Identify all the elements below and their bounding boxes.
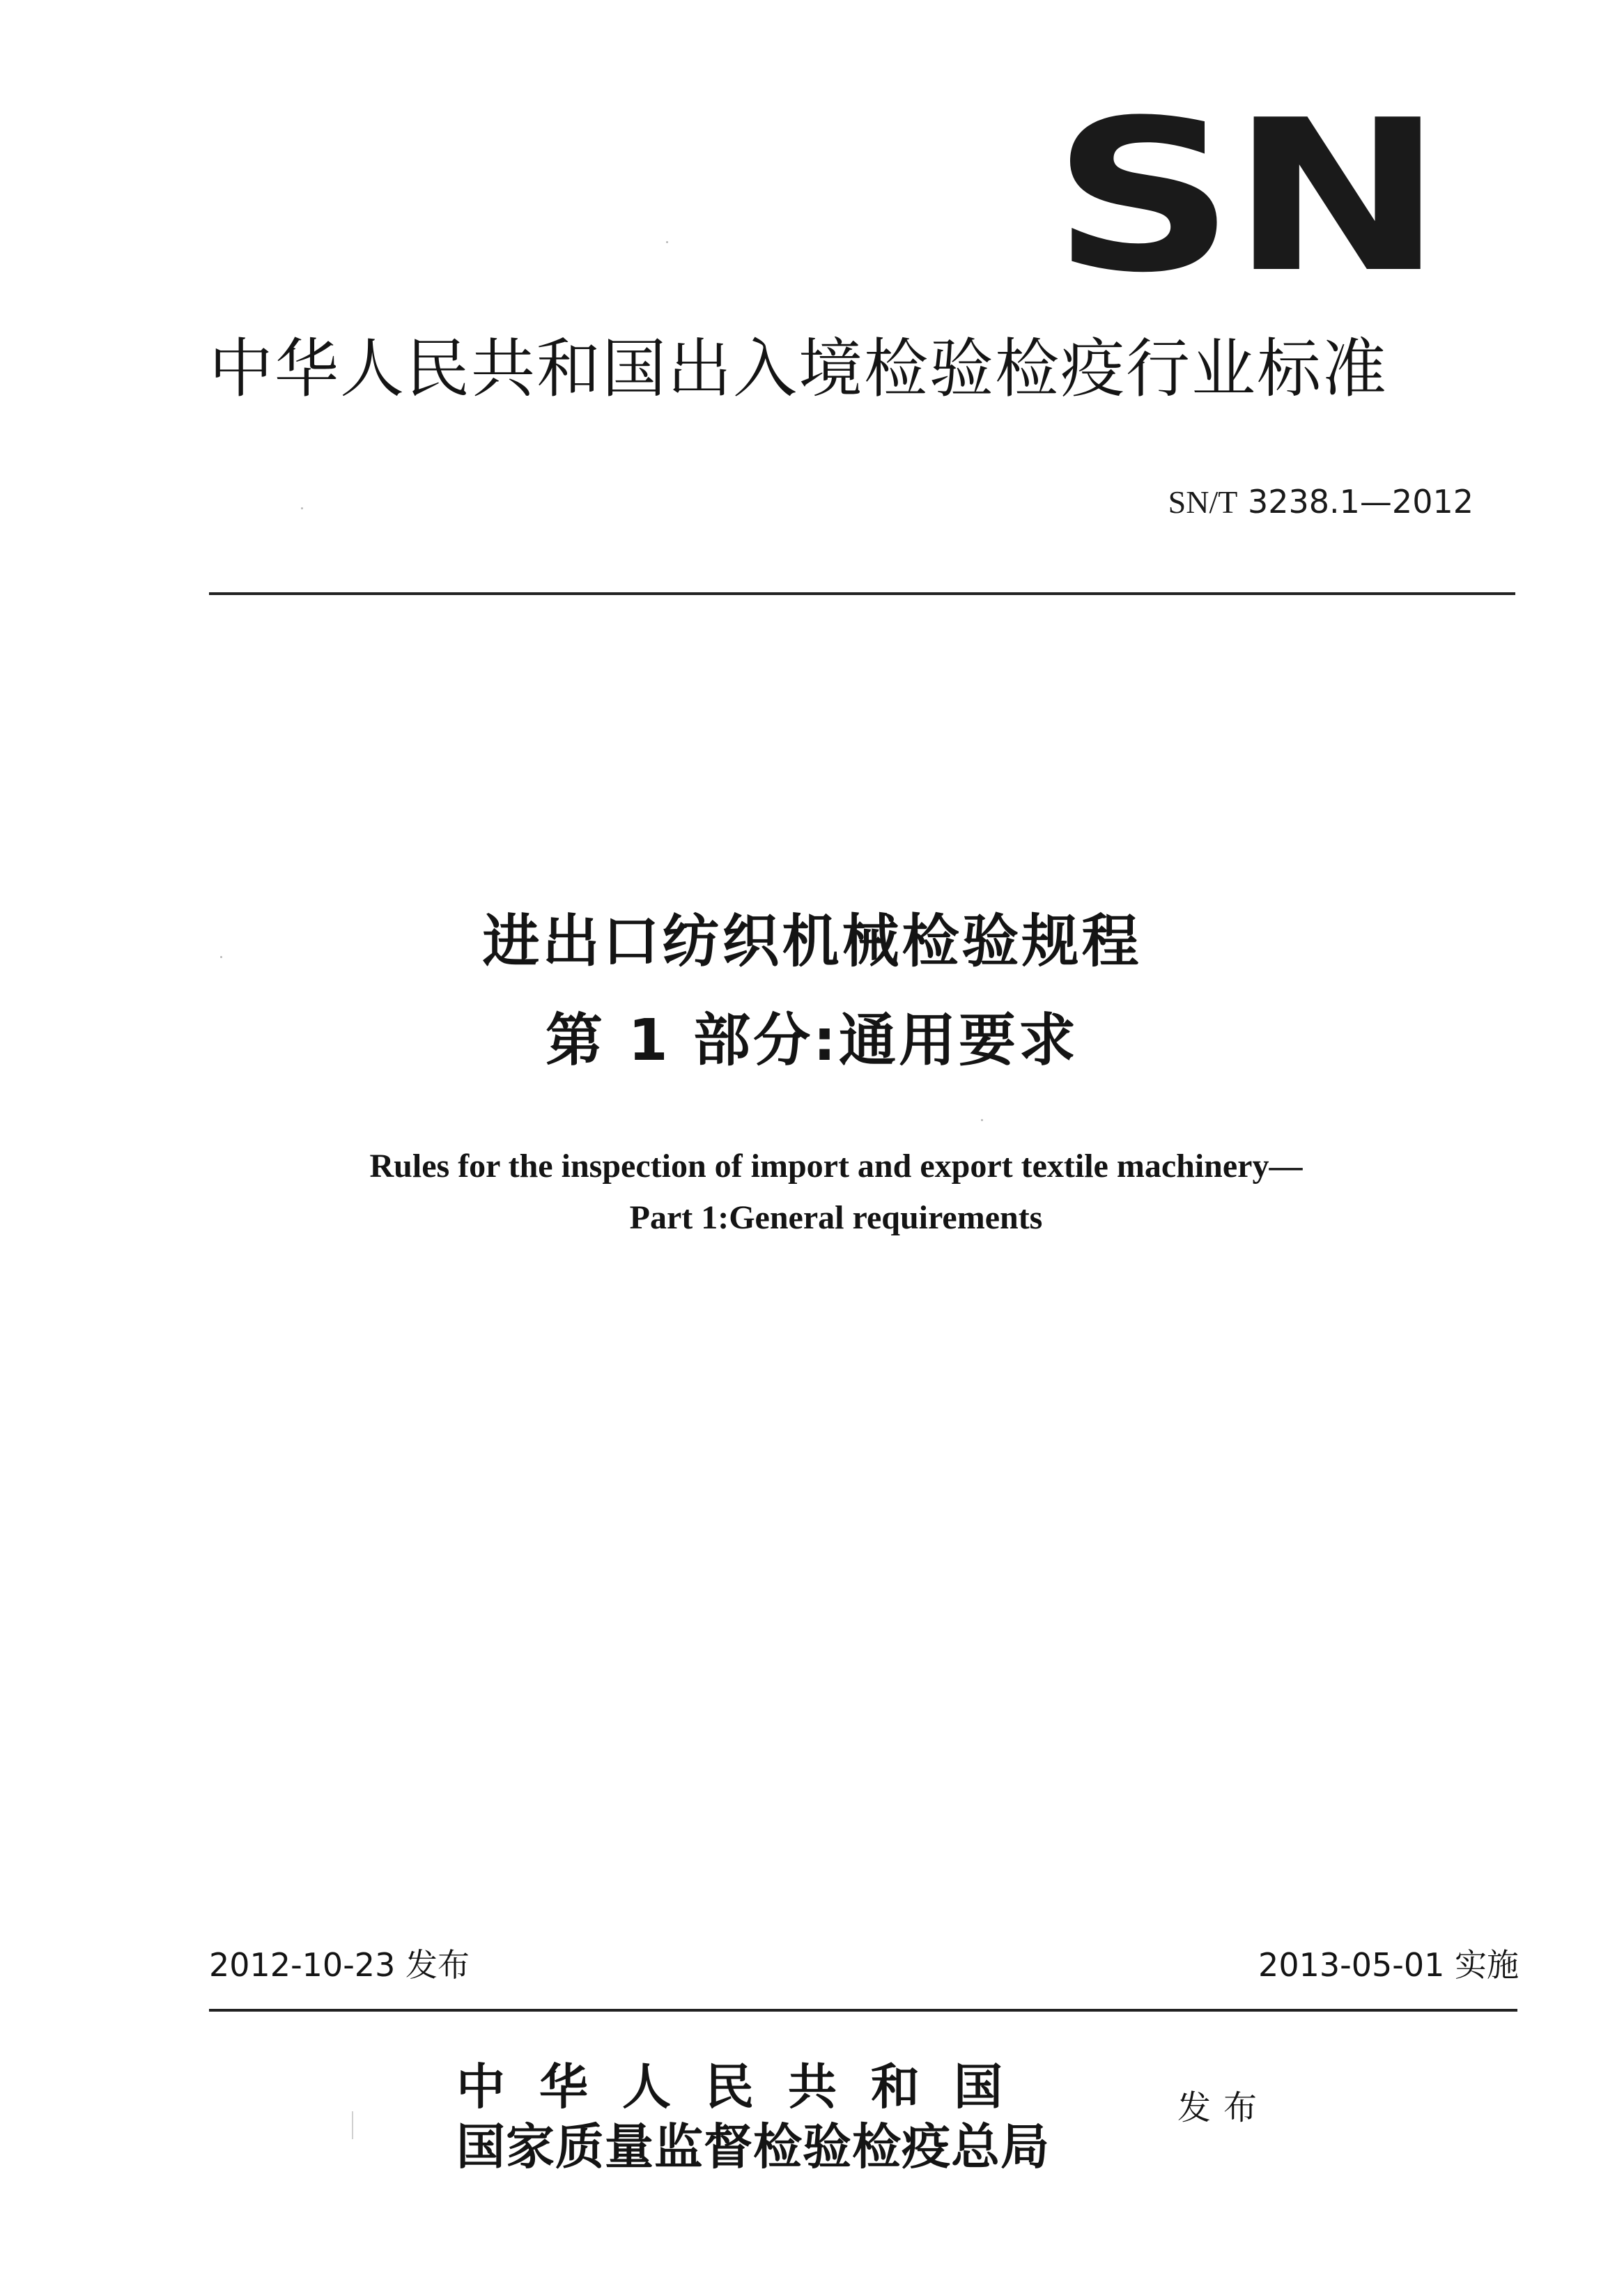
scan-speck — [666, 241, 668, 243]
issuer-country: 中华人民共和国 — [456, 2058, 1037, 2115]
scan-speck — [981, 1119, 983, 1121]
effective-date: 2013-05-01 实施 — [1258, 1946, 1519, 1984]
title-english-line1: Rules for the inspection of import and export textile machinery— — [369, 1148, 1303, 1185]
issuer-block — [456, 2057, 1153, 2177]
sn-logo: SN — [1051, 75, 1439, 318]
scan-mark — [352, 2111, 353, 2139]
header-divider — [209, 592, 1515, 595]
issue-label: 发布 — [1177, 2088, 1270, 2127]
title-chinese-line2: 第 1 部分:通用要求 — [546, 1008, 1078, 1074]
agency-title: 中华人民共和国出入境检验检疫行业标准 — [209, 332, 1389, 406]
standard-code-number: 3238.1—2012 — [1247, 483, 1474, 521]
issue-date: 2012-10-23 发布 — [209, 1946, 470, 1984]
scan-speck — [220, 956, 222, 958]
title-english-line2: Part 1:General requirements — [629, 1199, 1043, 1236]
standard-code-prefix: SN/T — [1168, 484, 1238, 520]
issuer-agency: 国家质量监督检验检疫总局 — [456, 2118, 1050, 2175]
title-chinese-line1: 进出口纺织机械检验规程 — [482, 909, 1142, 975]
footer-divider — [209, 2009, 1517, 2012]
standard-code — [1080, 481, 1474, 523]
scan-speck — [301, 507, 303, 509]
